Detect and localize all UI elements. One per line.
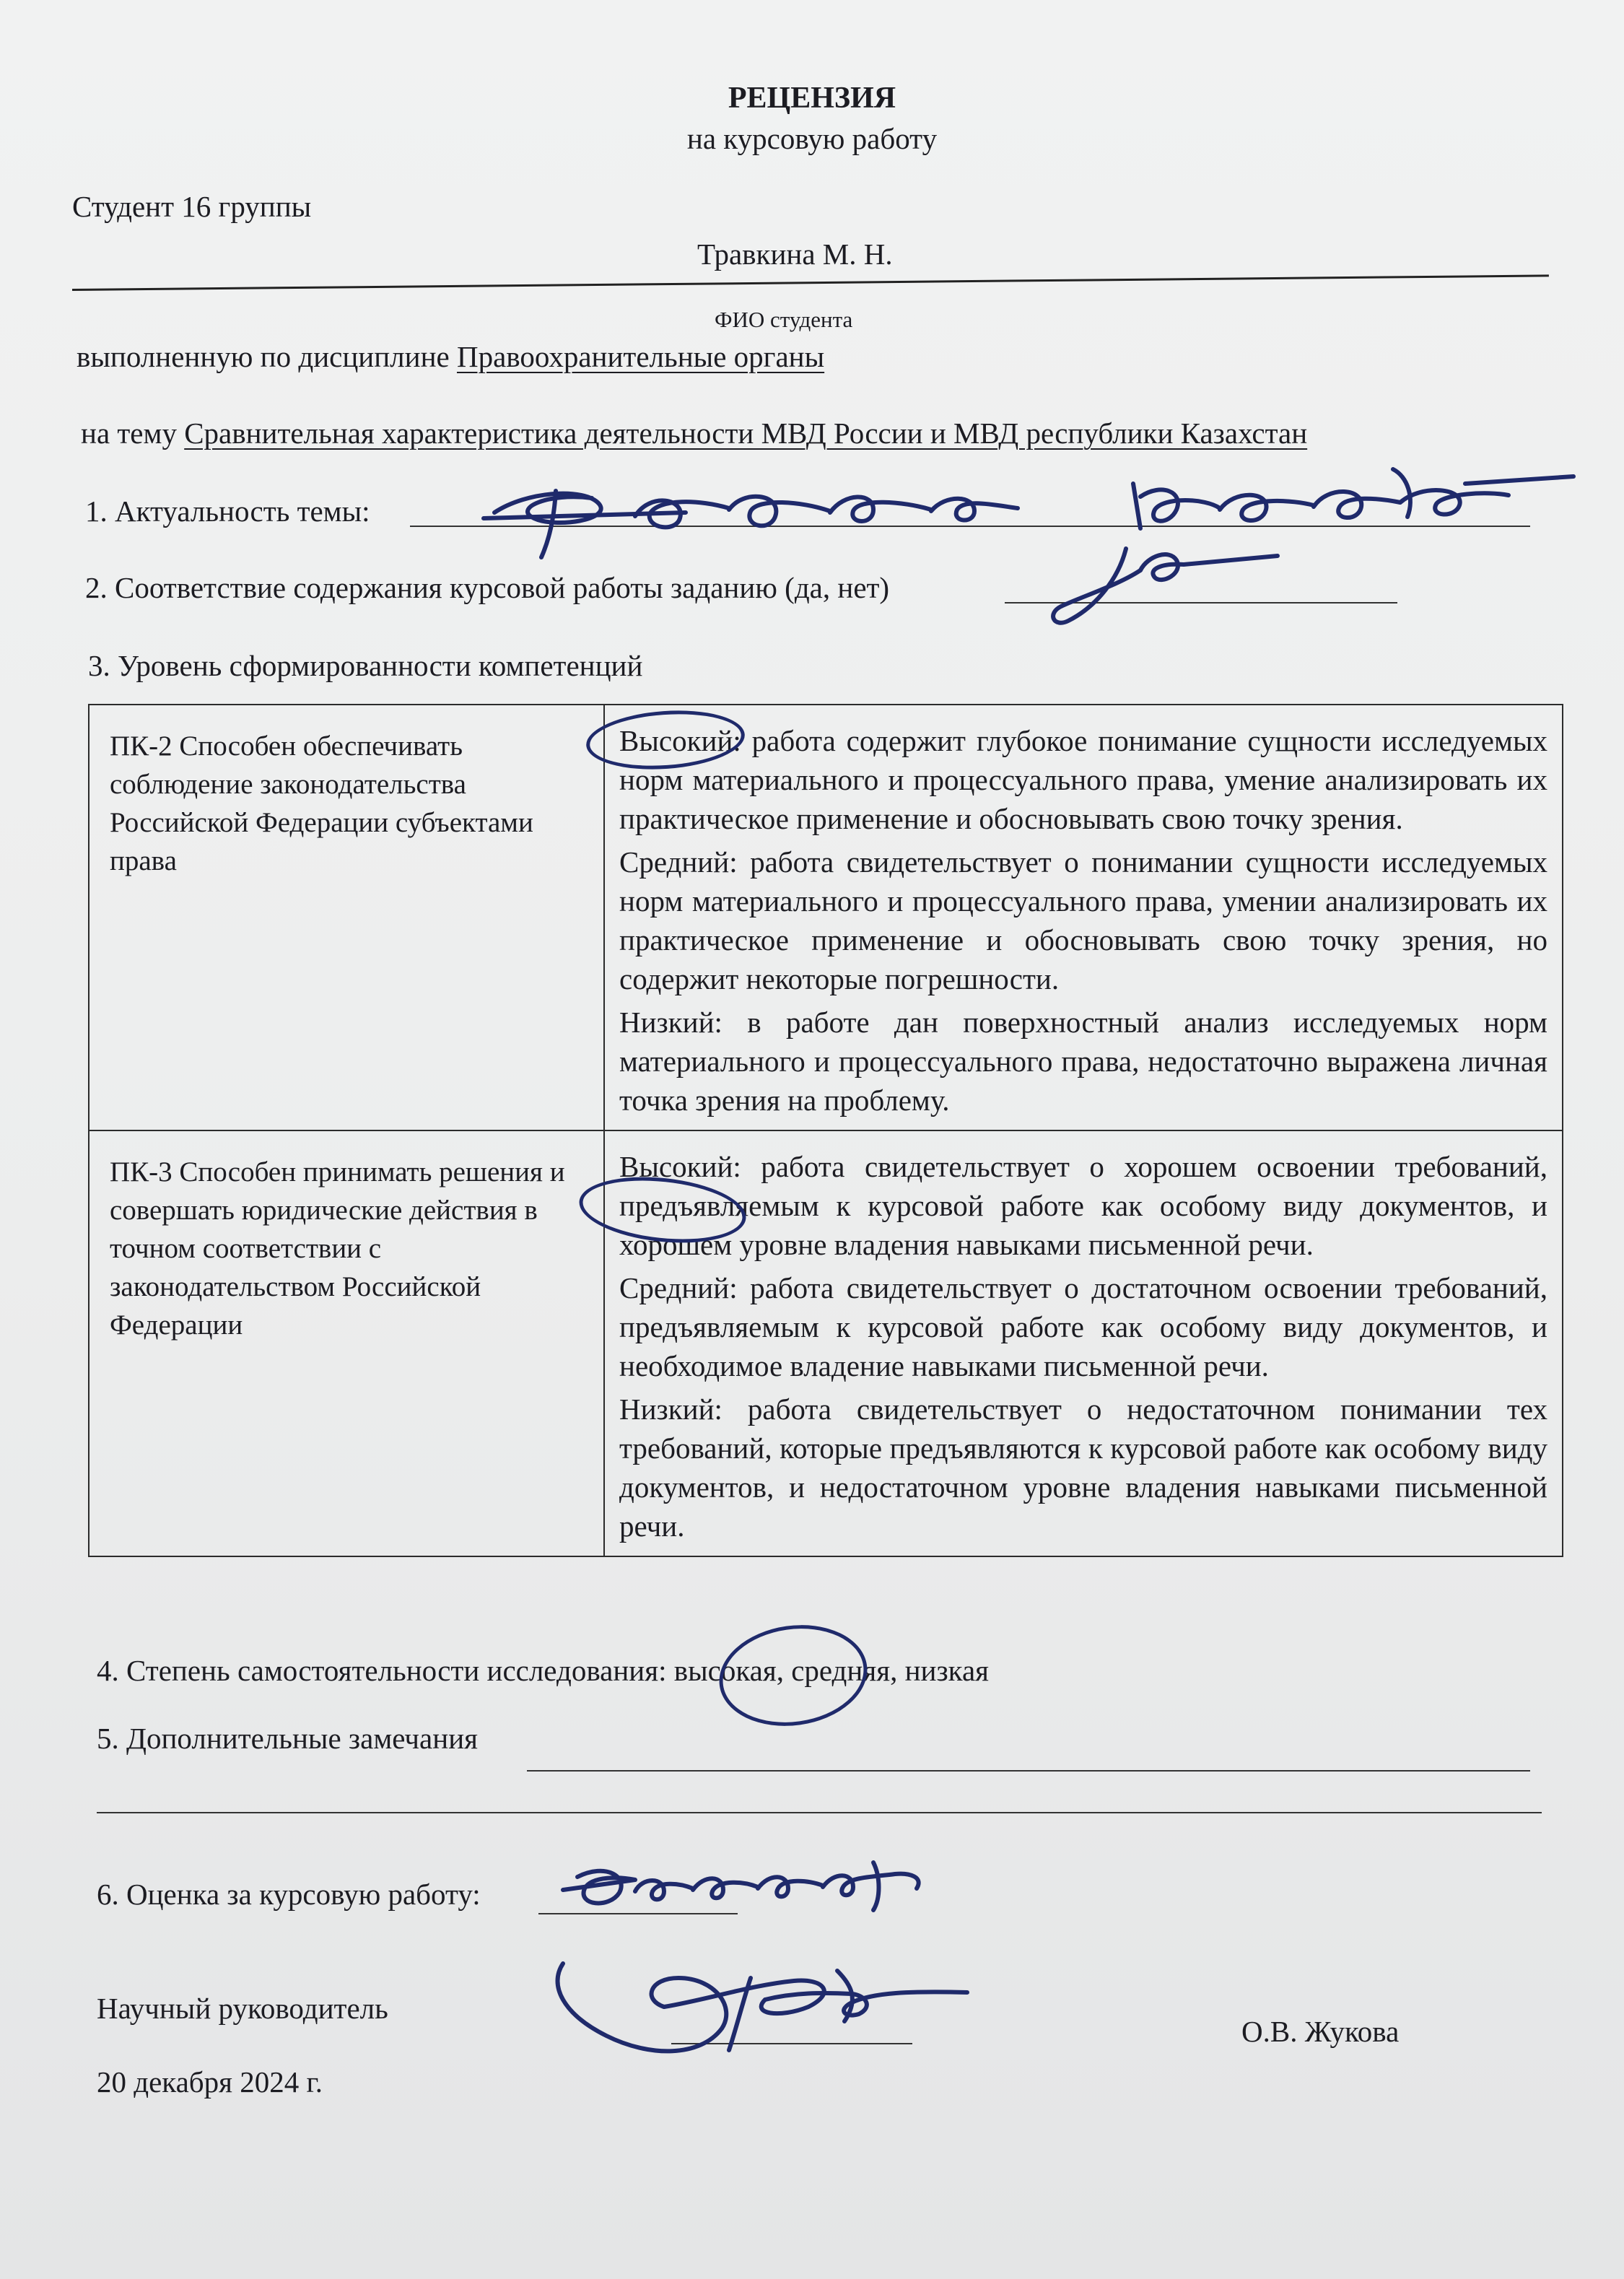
competency-levels — [604, 705, 1563, 1130]
level-high: Высокий: работа свидетельствует о хорошем освоении требований, предъявляемым к курсовой работе как особому виду документов, и хорошем уровне владения навыками письменной речи. — [619, 1150, 1547, 1261]
supervisor-signature — [534, 1949, 982, 2079]
student-name-line — [72, 274, 1549, 291]
independence-mark — [712, 1616, 873, 1735]
level-low: Низкий: работа свидетельствует о недостаточном понимании тех требований, которые предъявляются к курсовой работе как особому виду документов, и недостаточном уровне владения навыками письменной речи. — [619, 1393, 1547, 1543]
level-low: Низкий: в работе дан поверхностный анализ исследуемых норм материального и процессуального права, недостаточно выражена личная точка зрения на проблему. — [619, 1006, 1547, 1117]
independence-label: 4. Степень самостоятельности исследования: — [97, 1654, 667, 1687]
grade-label: 6. Оценка за курсовую работу: — [97, 1878, 481, 1911]
topic-label: на тему — [81, 417, 177, 450]
supervisor-name: О.В. Жукова — [1241, 2015, 1400, 2048]
relevance-label: 1. Актуальность темы: — [85, 494, 370, 528]
level-high: Высокий: работа содержит глубокое понимание сущности исследуемых норм материального и процессуального права, умение анализировать их практическое применение и обосновывать свою точку зрения. — [619, 724, 1547, 835]
topic-value: Сравнительная характеристика деятельности МВД России и МВД республики Казахстан — [184, 417, 1308, 450]
remarks-label: 5. Дополнительные замечания — [97, 1722, 478, 1755]
review-date: 20 декабря 2024 г. — [97, 2065, 323, 2099]
independence-options: высокая, средняя, низкая — [673, 1654, 989, 1687]
level-medium: Средний: работа свидетельствует о понимании сущности исследуемых норм материального и процессуального права, умении анализировать их практическое применение и обосновывать свою точку зрения, но содержит некоторые погрешности. — [619, 845, 1547, 995]
supervisor-label: Научный руководитель — [97, 1992, 388, 2025]
discipline-value: Правоохранительные органы — [456, 340, 825, 373]
topic-row — [81, 416, 1307, 450]
competencies-label: 3. Уровень сформированности компетенций — [88, 649, 643, 682]
document-subtitle: на курсовую работу — [686, 122, 938, 155]
document-title: РЕЦЕНЗИЯ — [728, 82, 896, 115]
table-row — [89, 1130, 1563, 1556]
discipline-row — [77, 339, 824, 374]
remarks-line-2 — [97, 1812, 1542, 1813]
competencies-table — [88, 704, 1563, 1557]
student-name: Травкина М. Н. — [697, 238, 893, 271]
competency-levels — [604, 1130, 1563, 1556]
grade-handwriting — [534, 1848, 938, 1927]
relevance-handwriting — [469, 448, 1581, 570]
competency-code: ПК-2 Способен обеспечивать соблюдение законодательства Российской Федерации субъектами права — [89, 705, 604, 1130]
competency-code: ПК-3 Способен принимать решения и совершать юридические действия в точном соответствии с законодательством Российской Федерации — [89, 1130, 604, 1556]
student-name-caption: ФИО студента — [715, 307, 853, 332]
level-medium: Средний: работа свидетельствует о достаточном освоении требований, предъявляемым к курсовой работе как особому виду документов, и необходимое владение навыками письменной речи. — [619, 1271, 1547, 1382]
table-row — [89, 705, 1563, 1130]
compliance-label: 2. Соответствие содержания курсовой работы заданию (да, нет) — [85, 571, 890, 604]
discipline-label: выполненную по дисциплине — [77, 340, 450, 373]
compliance-handwriting — [1039, 534, 1299, 635]
remarks-line-1 — [527, 1770, 1530, 1772]
student-group-label: Студент 16 группы — [72, 190, 312, 223]
